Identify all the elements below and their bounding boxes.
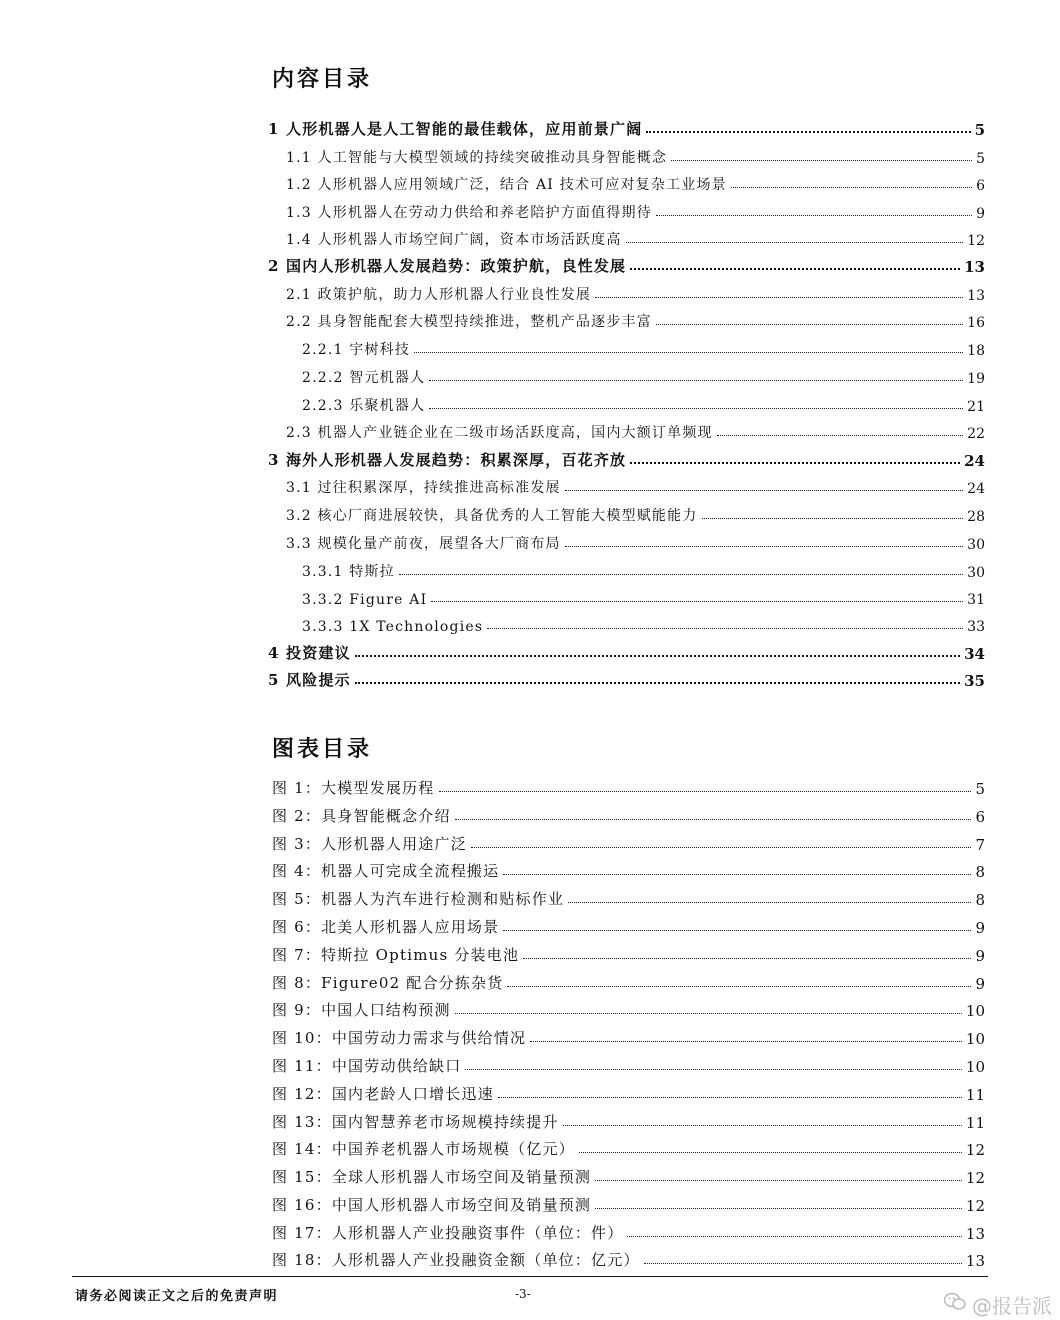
figure-entry-label: 图 11：中国劳动供给缺口 — [272, 1057, 462, 1075]
figure-entry-page: 12 — [965, 1169, 985, 1187]
toc-entry-page: 5 — [974, 121, 985, 139]
toc-entry-label: 2.1 政策护航，助力人形机器人行业良性发展 — [286, 287, 592, 303]
toc-entry-label: 4 投资建议 — [268, 644, 351, 662]
toc-leader — [595, 1208, 962, 1209]
toc-entry-page: 6 — [976, 178, 985, 194]
figure-entry-10[interactable] — [272, 1024, 985, 1048]
figure-entry-13[interactable] — [272, 1108, 985, 1132]
toc-leader — [563, 1125, 962, 1126]
toc-leader — [565, 546, 963, 547]
toc-entry-page: 21 — [967, 399, 985, 415]
figure-entry-page: 10 — [965, 1058, 985, 1076]
figure-entry-page: 13 — [965, 1225, 985, 1243]
toc-entry-page: 35 — [964, 672, 985, 690]
toc-entry-label: 2.2 具身智能配套大模型持续推进，整机产品逐步丰富 — [286, 314, 652, 330]
toc-entry-3-3-2[interactable] — [302, 584, 985, 608]
toc-leader — [429, 380, 963, 381]
toc-leader — [455, 1013, 962, 1014]
figure-entry-label: 图 13：国内智慧养老市场规模持续提升 — [272, 1113, 559, 1131]
toc-entry-label: 3.3.2 Figure AI — [302, 592, 428, 608]
toc-leader — [487, 628, 963, 629]
toc-leader — [595, 1180, 962, 1181]
figure-entry-1[interactable] — [272, 774, 985, 798]
toc-entry-3-1[interactable] — [286, 473, 985, 497]
toc-entry-label: 3.1 过往积累深厚，持续推进高标准发展 — [286, 480, 561, 496]
toc-leader — [702, 518, 964, 519]
toc-entry-label: 3.2 核心厂商进展较快，具备优秀的人工智能大模型赋能能力 — [286, 508, 698, 524]
toc-entry-2-2-3[interactable] — [302, 391, 985, 415]
figure-entry-page: 9 — [975, 975, 985, 993]
toc-entry-page: 12 — [967, 233, 985, 249]
figure-entry-label: 图 5：机器人为汽车进行检测和贴标作业 — [272, 890, 565, 908]
toc-entry-label: 5 风险提示 — [268, 671, 351, 689]
toc-leader — [523, 958, 971, 959]
toc-entry-3[interactable] — [268, 446, 985, 470]
contents-title: 内容目录 — [272, 66, 373, 92]
toc-entry-label: 1.4 人形机器人市场空间广阔，资本市场活跃度高 — [286, 232, 622, 248]
toc-leader — [656, 324, 963, 325]
figure-entry-page: 13 — [965, 1252, 985, 1270]
toc-entry-page: 34 — [964, 645, 985, 663]
toc-entry-page: 18 — [967, 343, 985, 359]
toc-entry-3-3[interactable] — [286, 529, 985, 553]
toc-entry-2-2[interactable] — [286, 307, 985, 331]
figure-entry-14[interactable] — [272, 1135, 985, 1159]
toc-entry-1-1[interactable] — [286, 143, 985, 167]
toc-entry-1[interactable] — [268, 115, 985, 139]
figure-entry-label: 图 16：中国人形机器人市场空间及销量预测 — [272, 1196, 592, 1214]
toc-entry-2[interactable] — [268, 252, 985, 276]
toc-leader — [565, 490, 963, 491]
figure-entry-label: 图 9：中国人口结构预测 — [272, 1001, 451, 1019]
toc-entry-page: 9 — [976, 206, 985, 222]
figure-entry-label: 图 4：机器人可完成全流程搬运 — [272, 862, 500, 880]
toc-leader — [498, 1097, 962, 1098]
toc-leader — [630, 268, 960, 270]
toc-entry-page: 24 — [964, 452, 985, 470]
toc-entry-5[interactable] — [268, 666, 985, 690]
toc-entry-label: 3.3 规模化量产前夜，展望各大厂商布局 — [286, 536, 561, 552]
figure-entry-3[interactable] — [272, 830, 985, 854]
toc-entry-label: 3.3.1 特斯拉 — [302, 564, 395, 580]
footer-disclaimer: 请务必阅读正文之后的免责声明 — [75, 1289, 279, 1304]
figure-entry-page: 8 — [975, 891, 985, 909]
toc-entry-page: 13 — [967, 288, 985, 304]
toc-entry-label: 2.3 机器人产业链企业在二级市场活跃度高，国内大额订单频现 — [286, 425, 713, 441]
figure-entry-label: 图 1：大模型发展历程 — [272, 779, 435, 797]
toc-leader — [656, 215, 972, 216]
toc-leader — [503, 874, 971, 875]
figure-entry-12[interactable] — [272, 1080, 985, 1104]
toc-entry-page: 33 — [967, 619, 985, 635]
figure-entry-page: 7 — [975, 836, 985, 854]
toc-entry-page: 13 — [964, 258, 985, 276]
figure-entry-label: 图 6：北美人形机器人应用场景 — [272, 918, 500, 936]
toc-leader — [630, 462, 960, 464]
figure-entry-label: 图 8：Figure02 配合分拣杂货 — [272, 974, 504, 992]
toc-entry-page: 30 — [967, 537, 985, 553]
figure-entry-page: 10 — [965, 1030, 985, 1048]
toc-leader — [455, 819, 972, 820]
toc-leader — [503, 930, 971, 931]
figure-entry-label: 图 17：人形机器人产业投融资事件（单位：件） — [272, 1224, 624, 1242]
toc-entry-label: 1.2 人形机器人应用领域广泛，结合 AI 技术可应对复杂工业场景 — [286, 177, 727, 193]
figure-entry-page: 10 — [965, 1002, 985, 1020]
toc-leader — [731, 187, 972, 188]
figure-entry-label: 图 10：中国劳动力需求与供给情况 — [272, 1029, 527, 1047]
toc-entry-label: 1 人形机器人是人工智能的最佳载体，应用前景广阔 — [268, 120, 643, 138]
toc-entry-3-2[interactable] — [286, 501, 985, 525]
figure-entry-18[interactable] — [272, 1246, 985, 1270]
toc-leader — [355, 655, 960, 657]
wechat-icon — [944, 1292, 966, 1317]
toc-leader — [646, 131, 970, 133]
figures-title: 图表目录 — [272, 736, 373, 762]
toc-entry-1-2[interactable] — [286, 170, 985, 194]
figure-entry-8[interactable] — [272, 969, 985, 993]
toc-entry-page: 31 — [967, 592, 985, 608]
toc-entry-label: 2.2.1 宇树科技 — [302, 342, 411, 358]
toc-leader — [530, 1041, 962, 1042]
toc-entry-page: 22 — [967, 426, 985, 442]
toc-entry-1-4[interactable] — [286, 225, 985, 249]
figure-entry-2[interactable] — [272, 802, 985, 826]
figure-entry-16[interactable] — [272, 1191, 985, 1215]
figure-entry-page: 8 — [975, 863, 985, 881]
toc-entry-label: 3 海外人形机器人发展趋势：积累深厚，百花齐放 — [268, 451, 627, 469]
toc-entry-label: 2.2.3 乐聚机器人 — [302, 398, 426, 414]
toc-entry-label: 1.3 人形机器人在劳动力供给和养老陪护方面值得期待 — [286, 205, 652, 221]
toc-entry-1-3[interactable] — [286, 198, 985, 222]
figure-entry-7[interactable] — [272, 941, 985, 965]
toc-leader — [439, 791, 972, 792]
watermark — [944, 1290, 1052, 1319]
figure-entry-label: 图 18：人形机器人产业投融资金额（单位：亿元） — [272, 1251, 640, 1269]
footer-page-number: -3- — [515, 1287, 531, 1301]
toc-leader — [626, 242, 964, 243]
footer-divider — [72, 1276, 988, 1277]
toc-leader — [568, 902, 971, 903]
toc-entry-2-2-2[interactable] — [302, 363, 985, 387]
toc-leader — [579, 1152, 962, 1153]
toc-entry-page: 28 — [967, 509, 985, 525]
toc-entry-page: 16 — [967, 315, 985, 331]
toc-entry-page: 30 — [967, 565, 985, 581]
toc-entry-2-2-1[interactable] — [302, 335, 985, 359]
figure-entry-label: 图 15：全球人形机器人市场空间及销量预测 — [272, 1168, 592, 1186]
toc-leader — [507, 986, 971, 987]
figure-entry-page: 11 — [965, 1114, 985, 1132]
toc-entry-3-3-1[interactable] — [302, 557, 985, 581]
figure-entry-page: 9 — [975, 947, 985, 965]
figure-entry-label: 图 3：人形机器人用途广泛 — [272, 835, 467, 853]
toc-entry-2-1[interactable] — [286, 280, 985, 304]
figure-entry-page: 5 — [975, 780, 985, 798]
toc-leader — [595, 297, 963, 298]
toc-leader — [465, 1069, 961, 1070]
figure-entry-5[interactable] — [272, 885, 985, 909]
toc-leader — [399, 574, 963, 575]
toc-entry-page: 5 — [976, 151, 985, 167]
toc-leader — [471, 847, 972, 848]
figure-entry-11[interactable] — [272, 1052, 985, 1076]
toc-leader — [355, 682, 960, 684]
toc-entry-2-3[interactable] — [286, 418, 985, 442]
figure-entry-17[interactable] — [272, 1219, 985, 1243]
toc-leader — [644, 1263, 962, 1264]
figure-entry-6[interactable] — [272, 913, 985, 937]
toc-entry-page: 24 — [967, 481, 985, 497]
toc-entry-label: 1.1 人工智能与大模型领域的持续突破推动具身智能概念 — [286, 150, 668, 166]
figure-entry-label: 图 7：特斯拉 Optimus 分装电池 — [272, 946, 520, 964]
toc-leader — [414, 352, 963, 353]
toc-leader — [429, 408, 963, 409]
toc-entry-label: 2 国内人形机器人发展趋势：政策护航，良性发展 — [268, 257, 627, 275]
figure-entry-9[interactable] — [272, 996, 985, 1020]
toc-entry-3-3-3[interactable] — [302, 611, 985, 635]
toc-leader — [671, 160, 972, 161]
figure-entry-page: 6 — [975, 808, 985, 826]
figure-entry-label: 图 12：国内老龄人口增长迅速 — [272, 1085, 494, 1103]
figure-entry-label: 图 2：具身智能概念介绍 — [272, 807, 451, 825]
figure-entry-page: 12 — [965, 1197, 985, 1215]
figure-entry-page: 9 — [975, 919, 985, 937]
toc-entry-label: 2.2.2 智元机器人 — [302, 370, 426, 386]
figure-entry-15[interactable] — [272, 1163, 985, 1187]
toc-entry-label: 3.3.3 1X Technologies — [302, 619, 484, 635]
figure-entry-page: 11 — [965, 1086, 985, 1104]
toc-leader — [717, 435, 963, 436]
figure-entry-label: 图 14：中国养老机器人市场规模（亿元） — [272, 1140, 575, 1158]
toc-entry-page: 19 — [967, 371, 985, 387]
toc-leader — [431, 601, 963, 602]
toc-leader — [627, 1236, 961, 1237]
watermark-text: @报告派 — [972, 1294, 1052, 1318]
figure-entry-4[interactable] — [272, 857, 985, 881]
toc-entry-4[interactable] — [268, 639, 985, 663]
figure-entry-page: 12 — [965, 1141, 985, 1159]
